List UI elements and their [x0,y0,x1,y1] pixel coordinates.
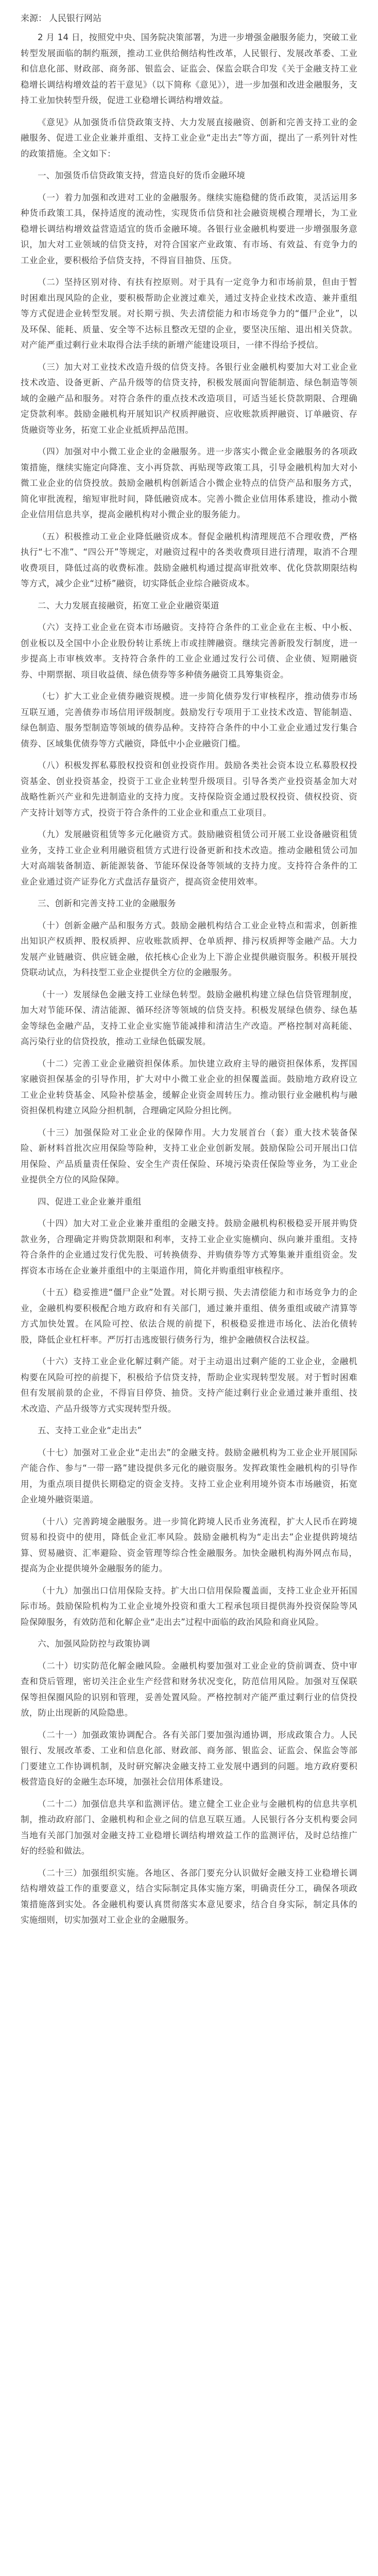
paragraph: （十九）加强出口信用保险支持。扩大出口信用保险覆盖面，支持工业企业开拓国际市场。鼓励保险机构为工业企业境外投资和重大工程承包项目提供海外投资保险等风险保障服务，有效防范和化解企业“走出去”过程中面临的政治风险和商业风险。 [21,1585,357,1627]
paragraph: （四）加强对中小微工业企业的金融服务。进一步落实小微企业金融服务的各项政策措施，继续实施定向降准、支小再贷款、再贴现等政策工具，引导金融机构加大对小微工业企业的信贷投放。鼓励金融机构创新适合小微企业特点的信贷产品和服务方式，简化审批流程，缩短审批时间，降低融资成本。完善小微企业信用体系建设，推动小微企业信用信息共享，提高金融机构对小微企业的服务能力。 [21,447,357,519]
section-heading: 四、促进工业企业兼并重组 [38,1196,142,1207]
paragraph: （六）支持工业企业在资本市场融资。支持符合条件的工业企业在主板、中小板、创业板以及全国中小企业股份转让系统上市或挂牌融资。继续完善新股发行制度，进一步提高上市审核效率。支持符合条件的工业企业通过发行公司债、企业债、短期融资券、中期票据、项目收益债、绿色债券等多种债务融资工具筹集资金。 [21,622,357,680]
section-heading: 二、大力发展直接融资，拓宽工业企业融资渠道 [38,600,219,611]
source-line [21,11,357,26]
paragraph: （九）发展融资租赁等多元化融资方式。鼓励融资租赁公司开展工业设备融资租赁业务，支持工业企业利用融资租赁方式进行设备更新和技术改造。推动金融租赁公司加大对高端装备制造、新能源装备、节能环保设备等领域的支持力度。支持符合条件的工业企业通过资产证券化方式盘活存量资产，提高资金使用效率。 [21,829,357,887]
section-heading: 一、加强货币信贷政策支持，营造良好的货币金融环境 [38,171,246,180]
paragraph: （二十三）加强组织实施。各地区、各部门要充分认识做好金融支持工业稳增长调结构增效益工作的重要意义，结合实际制定具体实施方案，明确责任分工，确保各项政策措施落到实处。各金融机构要认真贯彻落实本意见要求，结合自身实际，制定具体的实施细则，切实加强对工业企业的金融服务。 [21,1868,357,1925]
paragraph: （七）扩大工业企业债券融资规模。进一步简化债券发行审核程序，推动债券市场互联互通，完善债券市场信用评级制度。鼓励发行专项用于工业技术改造、智能制造、绿色制造、服务型制造等领域的债券品种。支持符合条件的中小工业企业通过发行集合债券、区域集优债券等方式融资，降低中小企业融资门槛。 [21,691,357,749]
source-value: 人民银行网站 [49,13,101,24]
paragraph: （一）着力加强和改进对工业的金融服务。继续实施稳健的货币政策，灵活运用多种货币政策工具，保持适度的流动性，实现货币信贷和社会融资规模合理增长，为工业稳增长调结构增效益营造适宜的货币金融环境。各银行业金融机构要进一步增强服务意识，加大对工业领域的信贷支持，对符合国家产业政策、有市场、有效益、有竞争力的工业企业，要积极给予信贷支持，不得盲目抽贷、压贷。 [21,192,357,265]
article-content [21,30,357,1928]
paragraph: （十二）完善工业企业融资担保体系。加快建立政府主导的融资担保体系，发挥国家融资担保基金的引导作用，扩大对中小微工业企业的担保覆盖面。鼓励地方政府设立工业企业转贷基金、风险补偿基金，缓解企业资金周转压力。推动银行业金融机构与融资担保机构建立风险分担机制，合理确定风险分担比例。 [21,1058,357,1115]
paragraph: （三）加大对工业技术改造升级的信贷支持。各银行业金融机构要加大对工业企业技术改造、设备更新、产品升级等的信贷支持，积极发展面向智能制造、绿色制造等领域的金融产品和服务。对符合条件的重点技术改造项目，可适当延长贷款期限、合理确定贷款利率。鼓励金融机构开展知识产权质押融资、应收账款质押融资、订单融资、存货融资等业务，拓宽工业企业抵质押品范围。 [21,362,357,435]
paragraph: 2 月 14 日，按照党中央、国务院决策部署，为进一步增强金融服务能力，突破工业转型发展面临的制约瓶颈，推动工业供给侧结构性改革，人民银行、发展改革委、工业和信息化部、财政部、商务部、银监会、证监会、保监会联合印发《关于金融支持工业稳增长调结构增效益的若干意见》（以下简称《意见》），进一步加强和改进金融服务，支持工业加快转型升级，促进工业稳增长调结构增效益。 [21,32,357,105]
paragraph: （二十二）加强信息共享和监测评估。建立健全工业企业与金融机构的信息共享机制，推动政府部门、金融机构和企业之间的信息互联互通。人民银行各分支机构要会同当地有关部门加强对金融支持工业稳增长调结构增效益工作的监测评估，及时总结推广好的经验和做法。 [21,1799,357,1856]
section-heading: 三、创新和完善支持工业的金融服务 [38,899,176,908]
paragraph: （十）创新金融产品和服务方式。鼓励金融机构结合工业企业特点和需求，创新推出知识产权质押、股权质押、应收账款质押、仓单质押、排污权质押等金融产品。大力发展产业链融资、供应链金融，依托核心企业为上下游企业提供融资服务。积极开展投贷联动试点，为科技型工业企业提供全方位的金融服务。 [21,920,357,977]
paragraph: （二十）切实防范化解金融风险。金融机构要加强对工业企业的贷前调查、贷中审查和贷后管理，密切关注企业生产经营和财务状况变化，防范信用风险。加强对互保联保等担保圈风险的识别和管理，妥善处置风险。严格控制对产能严重过剩行业的信贷投放，防止出现新的风险隐患。 [21,1660,357,1718]
paragraph: （二）坚持区别对待、有扶有控原则。对于具有一定竞争力和市场前景，但由于暂时困难出现风险的企业，要积极帮助企业渡过难关，通过支持企业技术改造、兼并重组等方式促进企业转型发展。对长期亏损、失去清偿能力和市场竞争力的“僵尸企业”，以及环保、能耗、质量、安全等不达标且整改无望的企业，要坚决压缩、退出相关贷款。对产能严重过剩行业未取得合法手续的新增产能建设项目，一律不得给予授信。 [21,277,357,350]
section-heading: 六、加强风险防控与政策协调 [38,1639,150,1649]
source-label: 来源： [21,13,47,24]
paragraph: （十七）加强对工业企业“走出去”的金融支持。鼓励金融机构为工业企业开展国际产能合作、参与“一带一路”建设提供多元化的融资服务。发挥政策性金融机构的引导作用，为重点项目提供长期稳定的资金支持。支持工业企业利用境外资本市场融资，拓宽企业境外融资渠道。 [21,1447,357,1504]
section-heading: 五、支持工业企业“走出去” [38,1426,142,1435]
paragraph: 《意见》从加强货币信贷政策支持、大力发展直接融资、创新和完善支持工业的金融服务、促进工业企业兼并重组、支持工业企业“走出去”等方面，提出了一系列针对性的政策措施。全文如下： [21,117,357,159]
paragraph: （五）积极推动工业企业降低融资成本。督促金融机构清理规范不合理收费，严格执行“七不准”、“四公开”等规定，对融资过程中的各类收费项目进行清理，取消不合理收费项目，降低过高的收费标准。鼓励金融机构通过提高审批效率、优化贷款期限结构等方式，减少企业“过桥”融资，切实降低企业综合融资成本。 [21,531,357,588]
paragraph: （十四）加大对工业企业兼并重组的金融支持。鼓励金融机构积极稳妥开展并购贷款业务，合理确定并购贷款期限和利率，支持工业企业实施横向、纵向兼并重组。支持符合条件的企业通过发行优先股、可转换债券、并购债券等方式筹集兼并重组资金。发挥资本市场在企业兼并重组中的主渠道作用，简化并购重组审核程序。 [21,1218,357,1276]
paragraph: （十八）完善跨境金融服务。进一步简化跨境人民币业务流程，扩大人民币在跨境贸易和投资中的使用，降低企业汇率风险。鼓励金融机构为“走出去”企业提供跨境结算、贸易融资、汇率避险、资金管理等综合性金融服务。加快金融机构海外网点布局，提高为企业提供境外金融服务的能力。 [21,1516,357,1573]
paragraph: （十五）稳妥推进“僵尸企业”处置。对长期亏损、失去清偿能力和市场竞争力的企业，金融机构要积极配合地方政府和有关部门，通过兼并重组、债务重组或破产清算等方式加快处置。在风险可控、依法合规的前提下，积极稳妥推进市场化、法治化债转股，降低企业杠杆率。严厉打击逃废银行债务行为，维护金融债权合法权益。 [21,1287,357,1345]
paragraph: （十六）支持工业企业化解过剩产能。对于主动退出过剩产能的工业企业，金融机构要在风险可控的前提下，积极给予信贷支持，帮助企业实现转型发展。对于暂时困难但有发展前景的企业，不得盲目停贷、抽贷。支持产能过剩行业企业通过兼并重组、技术改造、产品升级等方式实现转型升级。 [21,1357,357,1414]
paragraph: （二十一）加强政策协调配合。各有关部门要加强沟通协调，形成政策合力。人民银行、发展改革委、工业和信息化部、财政部、商务部、银监会、证监会、保监会等部门要建立工作协调机制，及时研究解决金融支持工业发展中遇到的问题。地方政府要积极营造良好的金融生态环境，加强社会信用体系建设。 [21,1730,357,1787]
paragraph: （十三）加强保险对工业企业的保障作用。大力发展首台（套）重大技术装备保险、新材料首批次应用保险等险种，支持工业企业创新发展。鼓励保险公司开展出口信用保险、产品质量责任保险、安全生产责任保险、环境污染责任保险等业务，为工业企业提供全方位的风险保障。 [21,1127,357,1184]
paragraph: （八）积极发挥私募股权投资和创业投资作用。鼓励各类社会资本设立私募股权投资基金、创业投资基金，投资于工业企业转型升级项目。引导各类产业投资基金加大对战略性新兴产业和先进制造业的支持力度。支持保险资金通过股权投资、债权投资、资产支持计划等方式，投资于符合条件的工业企业和重点工业项目。 [21,760,357,818]
paragraph: （十一）发展绿色金融支持工业绿色转型。鼓励金融机构建立绿色信贷管理制度，加大对节能环保、清洁能源、循环经济等领域的信贷支持。积极发展绿色债券、绿色基金等绿色金融产品，支持工业企业实施节能减排和清洁生产改造。严格控制对高耗能、高污染行业的信贷投放，推动工业绿色低碳发展。 [21,989,357,1046]
